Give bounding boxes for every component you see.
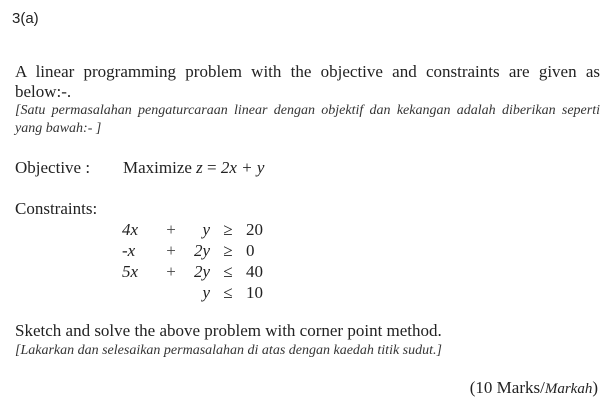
constraint-relation: ≥ [223,220,233,239]
constraint-term-a [122,282,158,303]
constraint-rhs: 20 [246,220,263,239]
constraint-relation: ≤ [223,262,233,281]
question-number: 3(a) [12,10,39,27]
task-malay: [Lakarkan dan selesaikan permasalahan di atas dengan kaedah titik sudut.] [15,343,442,358]
marks-open-paren: ( [469,378,476,397]
constraint-operator: + [166,262,176,281]
constraint-term-b: 2y [193,262,210,281]
objective-lhs: z [196,158,203,177]
constraint-rhs: 40 [246,262,263,281]
marks-allocation [470,378,598,398]
intro-malay: [Satu permasalahan pengaturcaraan linear dengan objektif dan kekangan adalah diberikan seperti yang bawah:- ] [15,103,600,136]
objective-label: Objective : [15,158,91,177]
marks-english: 10 Marks/ [475,378,545,397]
constraint-term-a: 4x [122,220,139,239]
objective-rhs: 2x + y [220,158,265,177]
constraint-relation: ≥ [223,241,233,260]
constraint-operator [158,282,184,303]
constraint-term-b: y [202,220,210,239]
marks-malay: Markah [544,381,593,397]
objective-expression [123,158,264,178]
constraint-term-a: 5x [122,262,139,281]
constraint-rhs: 0 [246,241,255,260]
intro-english: A linear programming problem with the objective and constraints are given as below:-. [15,62,600,101]
objective-prefix: Maximize [123,158,197,177]
marks-close-paren: ) [592,378,598,397]
objective-equals: = [202,158,221,177]
constraint-term-b: y [202,283,210,302]
constraint-relation: ≤ [223,283,233,302]
constraint-term-b: 2y [193,241,210,260]
constraints-label: Constraints: [15,199,98,218]
constraint-row [122,219,276,240]
constraint-rhs: 10 [246,283,263,302]
constraints-table [122,219,276,303]
constraint-row [122,240,276,261]
constraint-row [122,282,276,303]
constraint-row [122,261,276,282]
constraint-operator: + [166,241,176,260]
task-english: Sketch and solve the above problem with corner point method. [15,321,442,340]
constraint-operator: + [166,220,176,239]
constraint-term-a: -x [122,241,136,260]
